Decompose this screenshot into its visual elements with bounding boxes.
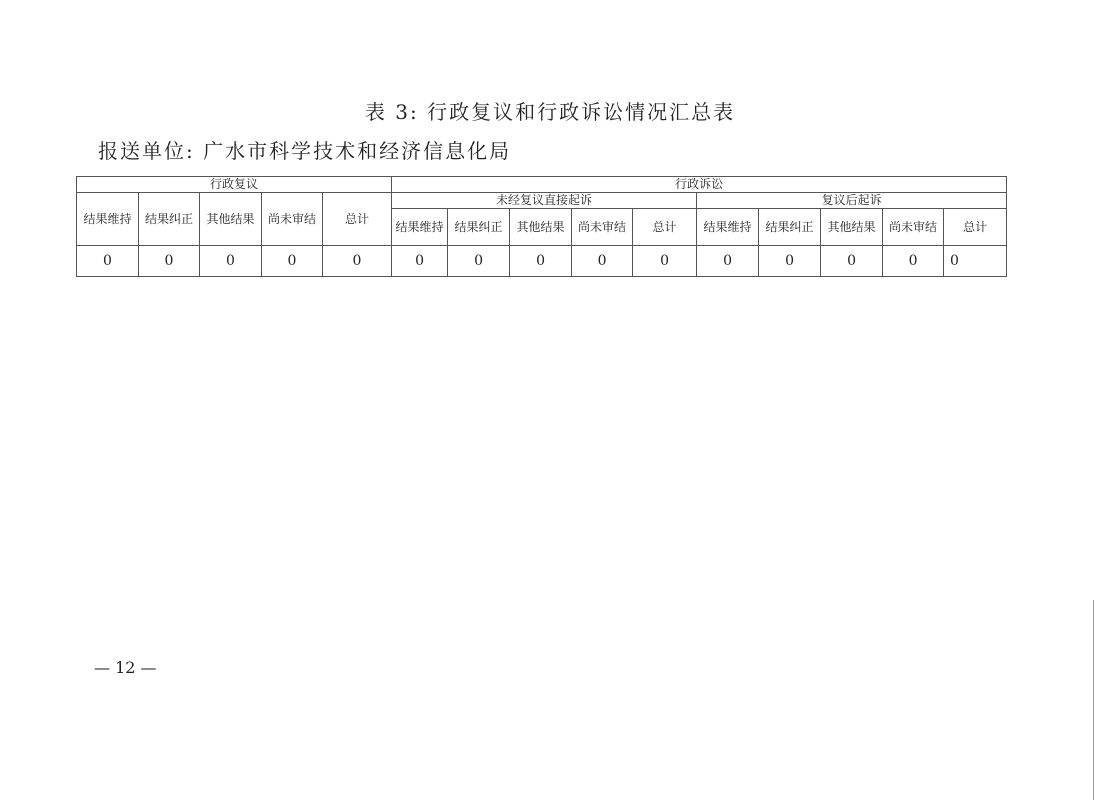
value-cell: 0	[883, 246, 944, 277]
review-header-cell: 结果纠正	[139, 193, 200, 246]
after-review-header-cell: 结果纠正	[759, 209, 821, 246]
review-header-cell: 尚未审结	[262, 193, 323, 246]
after-review-header-cell: 总计	[944, 209, 1007, 246]
table-row	[77, 246, 1007, 277]
page-title: 表 3: 行政复议和行政诉讼情况汇总表	[364, 100, 736, 124]
value-cell: 0	[510, 246, 572, 277]
value-cell: 0	[392, 246, 448, 277]
direct-header-cell: 尚未审结	[572, 209, 633, 246]
group-administrative-review: 行政复议	[77, 177, 392, 193]
value-cell: 0	[633, 246, 697, 277]
value-cell: 0	[759, 246, 821, 277]
subgroup-lawsuit-after-review: 复议后起诉	[697, 193, 1007, 209]
summary-table	[76, 176, 1007, 277]
value-cell: 0	[323, 246, 392, 277]
review-header-cell: 总计	[323, 193, 392, 246]
direct-header-cell: 其他结果	[510, 209, 572, 246]
value-cell: 0	[139, 246, 200, 277]
review-header-cell: 其他结果	[200, 193, 262, 246]
page-number: — 12 —	[94, 658, 157, 677]
direct-header-cell: 结果纠正	[448, 209, 510, 246]
value-cell: 0	[697, 246, 759, 277]
scan-edge-line	[1093, 600, 1094, 800]
value-cell: 0	[944, 246, 1007, 277]
direct-header-cell: 总计	[633, 209, 697, 246]
subgroup-direct-lawsuit: 未经复议直接起诉	[392, 193, 697, 209]
after-review-header-cell: 其他结果	[821, 209, 883, 246]
review-header-cell: 结果维持	[77, 193, 139, 246]
value-cell: 0	[77, 246, 139, 277]
reporting-unit: 报送单位: 广水市科学技术和经济信息化局	[98, 139, 512, 163]
value-cell: 0	[448, 246, 510, 277]
value-cell: 0	[821, 246, 883, 277]
value-cell: 0	[200, 246, 262, 277]
group-administrative-litigation: 行政诉讼	[392, 177, 1007, 193]
after-review-header-cell: 尚未审结	[883, 209, 944, 246]
value-cell: 0	[262, 246, 323, 277]
value-cell: 0	[572, 246, 633, 277]
direct-header-cell: 结果维持	[392, 209, 448, 246]
after-review-header-cell: 结果维持	[697, 209, 759, 246]
